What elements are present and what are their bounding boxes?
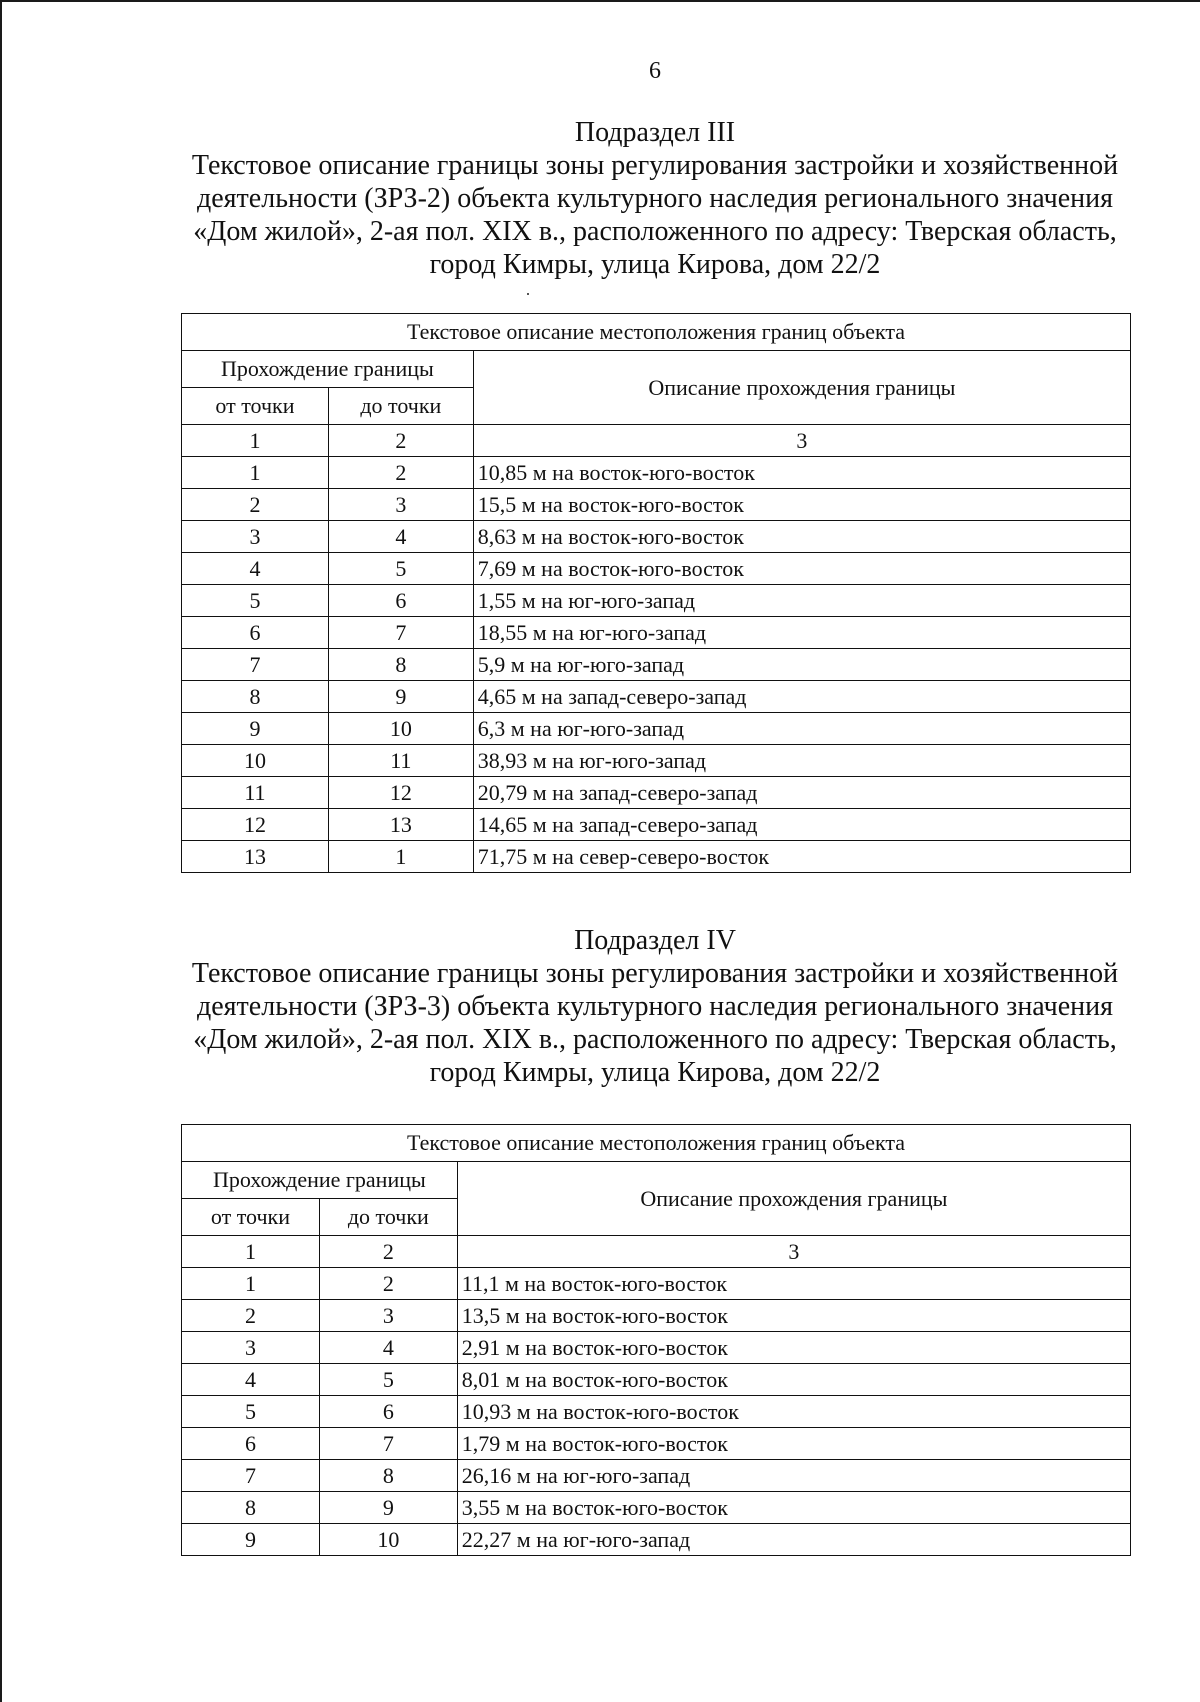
cell-description: 1,79 м на восток-юго-восток [457,1428,1130,1460]
cell-to-point: 5 [328,553,473,585]
cell-to-point: 10 [328,713,473,745]
cell-to-point: 7 [328,617,473,649]
scan-speck [527,293,529,295]
table-row [182,1332,1131,1364]
cell-to-point: 2 [328,457,473,489]
section-iii-title-line: «Дом жилой», 2-ая пол. XIX в., расположенного по адресу: Тверская область, [193,216,1117,247]
cell-description: 20,79 м на запад-северо-запад [473,777,1130,809]
table-row [182,841,1131,873]
cell-to-point: 1 [328,841,473,873]
cell-from-point: 8 [182,1492,320,1524]
cell-to-point: 8 [319,1460,457,1492]
column-number: 3 [457,1236,1130,1268]
cell-description: 22,27 м на юг-юго-запад [457,1524,1130,1556]
cell-from-point: 9 [182,713,329,745]
cell-to-point: 2 [319,1268,457,1300]
cell-from-point: 1 [182,457,329,489]
section-iv-title-line: город Кимры, улица Кирова, дом 22/2 [429,1057,881,1088]
table-row [182,1460,1131,1492]
cell-to-point: 6 [328,585,473,617]
cell-to-point: 10 [319,1524,457,1556]
table-row [182,1300,1131,1332]
page-number: 6 [649,58,661,84]
section-iv-title-line: «Дом жилой», 2-ая пол. XIX в., расположенного по адресу: Тверская область, [193,1024,1117,1055]
cell-from-point: 5 [182,1396,320,1428]
cell-description: 5,9 м на юг-юго-запад [473,649,1130,681]
cell-description: 71,75 м на север-северо-восток [473,841,1130,873]
cell-from-point: 6 [182,617,329,649]
column-header-from: от точки [182,388,329,425]
cell-description: 13,5 м на восток-юго-восток [457,1300,1130,1332]
section-iv-title-line: Текстовое описание границы зоны регулирования застройки и хозяйственной [191,958,1119,989]
cell-to-point: 4 [328,521,473,553]
cell-description: 6,3 м на юг-юго-запад [473,713,1130,745]
table-row [182,1428,1131,1460]
cell-from-point: 7 [182,649,329,681]
cell-from-point: 3 [182,1332,320,1364]
table-row [182,1364,1131,1396]
cell-from-point: 2 [182,1300,320,1332]
cell-description: 15,5 м на восток-юго-восток [473,489,1130,521]
scan-top-edge [0,0,1200,2]
column-header-from: от точки [182,1199,320,1236]
column-header-to: до точки [328,388,473,425]
section-iii-title-line: деятельности (ЗРЗ-2) объекта культурного наследия регионального значения [197,183,1113,214]
cell-to-point: 9 [319,1492,457,1524]
cell-from-point: 2 [182,489,329,521]
cell-description: 3,55 м на восток-юго-восток [457,1492,1130,1524]
cell-to-point: 12 [328,777,473,809]
cell-to-point: 3 [328,489,473,521]
cell-from-point: 5 [182,585,329,617]
column-number: 3 [473,425,1130,457]
section-iii-title-line: Текстовое описание границы зоны регулирования застройки и хозяйственной [191,150,1119,181]
cell-to-point: 3 [319,1300,457,1332]
cell-from-point: 4 [182,553,329,585]
table-row [182,1492,1131,1524]
cell-to-point: 4 [319,1332,457,1364]
section-iv-boundary-table [181,1124,1131,1556]
cell-from-point: 6 [182,1428,320,1460]
section-iv-subtitle: Подраздел IV [574,925,736,956]
cell-from-point: 7 [182,1460,320,1492]
cell-description: 4,65 м на запад-северо-запад [473,681,1130,713]
column-header-description: Описание прохождения границы [473,351,1130,425]
table-row [182,745,1131,777]
cell-description: 7,69 м на восток-юго-восток [473,553,1130,585]
cell-to-point: 13 [328,809,473,841]
cell-description: 26,16 м на юг-юго-запад [457,1460,1130,1492]
cell-to-point: 8 [328,649,473,681]
cell-description: 14,65 м на запад-северо-запад [473,809,1130,841]
section-iii-heading [180,116,1130,281]
section-iv-title-line: деятельности (ЗРЗ-3) объекта культурного наследия регионального значения [197,991,1113,1022]
column-number: 1 [182,425,329,457]
cell-description: 18,55 м на юг-юго-запад [473,617,1130,649]
table-row [182,585,1131,617]
table-row [182,1396,1131,1428]
table-row [182,809,1131,841]
table-row [182,457,1131,489]
cell-from-point: 4 [182,1364,320,1396]
section-iii-title-line: город Кимры, улица Кирова, дом 22/2 [429,249,881,280]
table-row [182,521,1131,553]
cell-description: 8,01 м на восток-юго-восток [457,1364,1130,1396]
cell-from-point: 10 [182,745,329,777]
column-header-description: Описание прохождения границы [457,1162,1130,1236]
scan-left-edge [0,0,2,1702]
table-row [182,1268,1131,1300]
cell-from-point: 9 [182,1524,320,1556]
table-row [182,553,1131,585]
section-iii-subtitle: Подраздел III [574,117,736,148]
cell-to-point: 7 [319,1428,457,1460]
cell-description: 10,85 м на восток-юго-восток [473,457,1130,489]
column-number: 2 [319,1236,457,1268]
table-row [182,617,1131,649]
table-row [182,777,1131,809]
group-header: Прохождение границы [182,351,474,388]
group-header: Прохождение границы [182,1162,458,1199]
cell-to-point: 5 [319,1364,457,1396]
column-number: 1 [182,1236,320,1268]
cell-from-point: 11 [182,777,329,809]
column-number: 2 [328,425,473,457]
table-row [182,649,1131,681]
table-caption: Текстовое описание местоположения границ объекта [182,314,1131,351]
cell-from-point: 12 [182,809,329,841]
section-iii-boundary-table [181,313,1131,873]
cell-description: 38,93 м на юг-юго-запад [473,745,1130,777]
cell-to-point: 11 [328,745,473,777]
cell-to-point: 6 [319,1396,457,1428]
table-caption: Текстовое описание местоположения границ объекта [182,1125,1131,1162]
column-header-to: до точки [319,1199,457,1236]
table-row [182,489,1131,521]
cell-description: 11,1 м на восток-юго-восток [457,1268,1130,1300]
cell-description: 10,93 м на восток-юго-восток [457,1396,1130,1428]
cell-from-point: 8 [182,681,329,713]
cell-from-point: 13 [182,841,329,873]
table-row [182,1524,1131,1556]
cell-from-point: 1 [182,1268,320,1300]
cell-from-point: 3 [182,521,329,553]
section-iv-heading [180,924,1130,1089]
table-row [182,681,1131,713]
cell-description: 2,91 м на восток-юго-восток [457,1332,1130,1364]
cell-to-point: 9 [328,681,473,713]
table-row [182,713,1131,745]
cell-description: 1,55 м на юг-юго-запад [473,585,1130,617]
cell-description: 8,63 м на восток-юго-восток [473,521,1130,553]
